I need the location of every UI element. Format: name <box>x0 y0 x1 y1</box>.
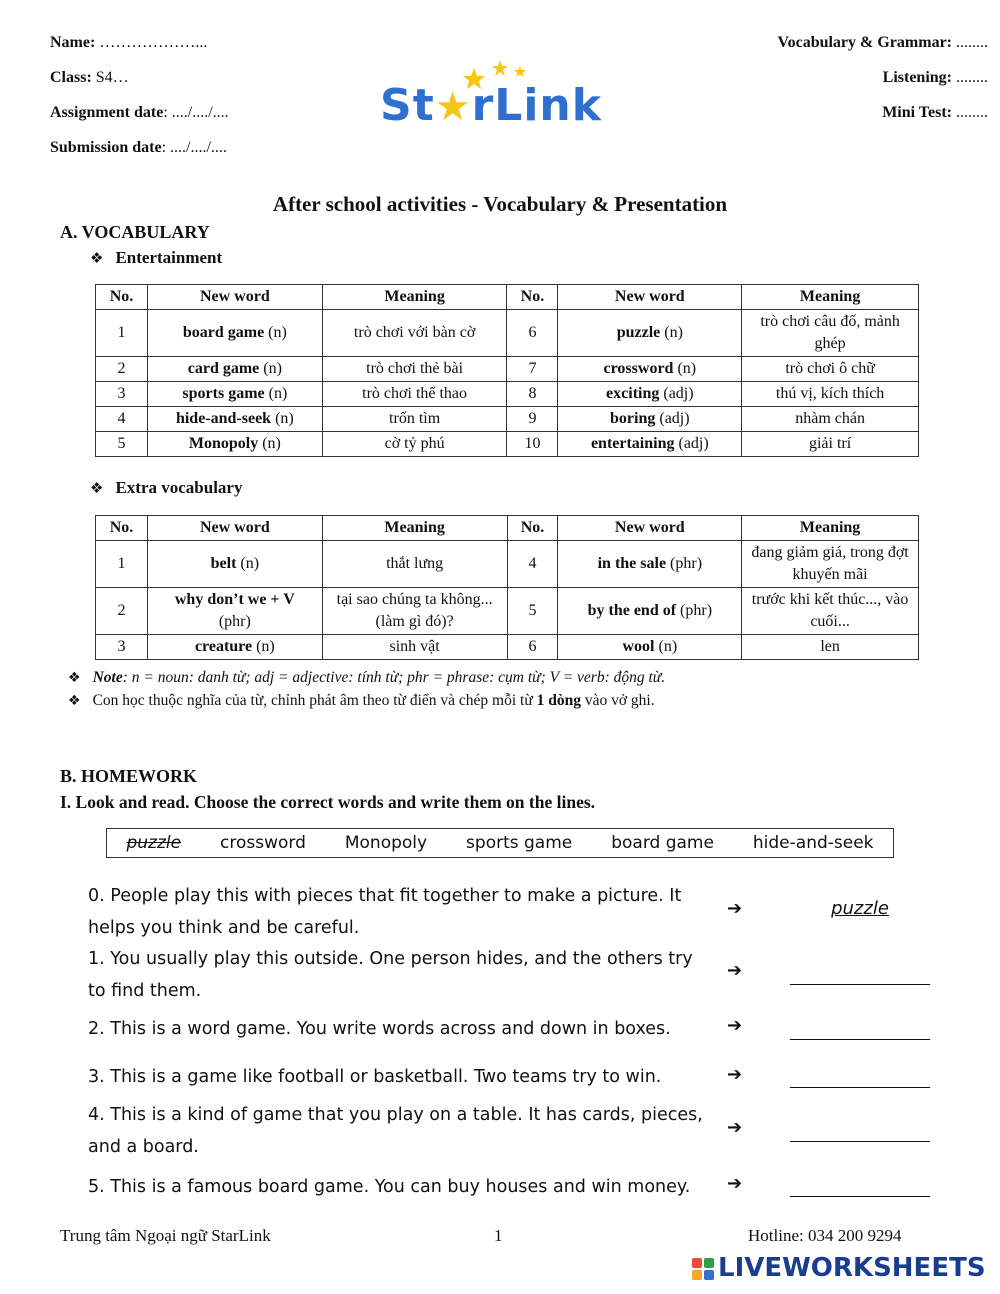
word-bank-item: sports game <box>466 833 573 853</box>
arrow-icon: ➔ <box>727 1117 743 1138</box>
question-0: 0. People play this with pieces that fit together to make a picture. It helps you think and be careful. <box>88 886 682 938</box>
answer-4-input[interactable] <box>790 1141 930 1142</box>
table-row: 4 hide-and-seek (n) trốn tìm 9 boring (adj) nhàm chán <box>96 407 919 432</box>
starlink-logo <box>380 58 620 138</box>
word-bank-item: puzzle <box>126 833 182 853</box>
word-bank-item: hide-and-seek <box>752 833 874 853</box>
name-value: ………………... <box>99 34 208 51</box>
name-line: Name: ………………... <box>50 34 208 51</box>
task-i-instruction: I. Look and read. Choose the correct words and write them on the lines. <box>60 792 596 812</box>
study-instruction: ❖ Con học thuộc nghĩa của từ, chỉnh phát âm theo từ điển và chép mỗi từ 1 dòng vào vở ghi. <box>68 692 655 709</box>
class-value: S4… <box>95 69 129 86</box>
page-title: After school activities - Vocabulary & Presentation <box>272 192 728 216</box>
word-bank <box>106 828 894 858</box>
diamond-bullet-icon: ❖ <box>68 670 81 686</box>
arrow-icon: ➔ <box>727 960 743 981</box>
entertainment-table <box>95 284 919 457</box>
arrow-icon: ➔ <box>727 1173 743 1194</box>
word-bank-item: Monopoly <box>344 833 428 853</box>
page-number: 1 <box>494 1226 503 1245</box>
footer-hotline: Hotline: 034 200 9294 <box>748 1226 902 1245</box>
table-row: 3 creature (n) sinh vật 6 wool (n) len <box>96 635 919 660</box>
answer-3-input[interactable] <box>790 1087 930 1088</box>
table-row: 2 why don’t we + V (phr) tại sao chúng ta không... (làm gì đó)? 5 by the end of (phr) trước khi kết thúc..., vào cuối... <box>96 588 919 635</box>
answer-0: puzzle <box>831 898 889 919</box>
entertainment-heading: ❖ Entertainment <box>90 248 223 267</box>
table-header-row: No. New word Meaning No. New word Meaning <box>96 285 919 310</box>
question-4: 4. This is a kind of game that you play on a table. It has cards, pieces, and a board. <box>88 1105 703 1157</box>
diamond-bullet-icon: ❖ <box>90 249 104 267</box>
logo-star-icon: ★ <box>434 84 472 130</box>
logo-text: St★rLink <box>380 80 602 131</box>
question-5: 5. This is a famous board game. You can buy houses and win money. <box>88 1177 691 1197</box>
footer-center-name: Trung tâm Ngoại ngữ StarLink <box>60 1226 271 1245</box>
note-line: ❖ Note: n = noun: danh từ; adj = adjective: tính từ; phr = phrase: cụm từ; V = verb: động từ. <box>68 669 666 686</box>
section-b-heading: B. HOMEWORK <box>60 766 198 786</box>
table-row: 3 sports game (n) trò chơi thể thao 8 exciting (adj) thú vị, kích thích <box>96 382 919 407</box>
answer-5-input[interactable] <box>790 1196 930 1197</box>
mini-test-score: Mini Test: ........ <box>882 104 988 121</box>
diamond-bullet-icon: ❖ <box>68 693 81 709</box>
extra-vocabulary-table <box>95 515 919 660</box>
answer-2-input[interactable] <box>790 1039 930 1040</box>
arrow-icon: ➔ <box>727 1015 743 1036</box>
arrow-icon: ➔ <box>727 1064 743 1085</box>
assignment-date-line: Assignment date: ..../..../.... <box>50 104 229 121</box>
answer-1-input[interactable] <box>790 984 930 985</box>
table-row: 2 card game (n) trò chơi thẻ bài 7 crossword (n) trò chơi ô chữ <box>96 357 919 382</box>
extra-vocabulary-heading: ❖ Extra vocabulary <box>90 478 243 497</box>
section-a-heading: A. VOCABULARY <box>60 222 210 242</box>
class-line: Class: S4… <box>50 69 129 86</box>
table-row: 1 belt (n) thắt lưng 4 in the sale (phr) đang giảm giá, trong đợt khuyến mãi <box>96 541 919 588</box>
submission-date-line: Submission date: ..../..../.... <box>50 139 227 156</box>
table-row: 1 board game (n) trò chơi với bàn cờ 6 puzzle (n) trò chơi câu đố, mảnh ghép <box>96 310 919 357</box>
question-2: 2. This is a word game. You write words across and down in boxes. <box>88 1019 671 1039</box>
vocab-grammar-score: Vocabulary & Grammar: ........ <box>777 34 988 51</box>
listening-score: Listening: ........ <box>882 69 988 86</box>
word-bank-item: crossword <box>220 833 306 853</box>
table-row: 5 Monopoly (n) cờ tỷ phú 10 entertaining (adj) giải trí <box>96 432 919 457</box>
word-bank-item: board game <box>611 833 714 853</box>
question-3: 3. This is a game like football or basketball. Two teams try to win. <box>88 1067 662 1087</box>
table-header-row: No. New word Meaning No. New word Meaning <box>96 516 919 541</box>
liveworksheets-brand[interactable]: LIVEWORKSHEETS <box>718 1253 986 1283</box>
arrow-icon: ➔ <box>727 898 743 919</box>
question-1: 1. You usually play this outside. One person hides, and the others try to find them. <box>88 949 693 1001</box>
diamond-bullet-icon: ❖ <box>90 479 104 497</box>
liveworksheets-logo-icon <box>692 1258 714 1280</box>
